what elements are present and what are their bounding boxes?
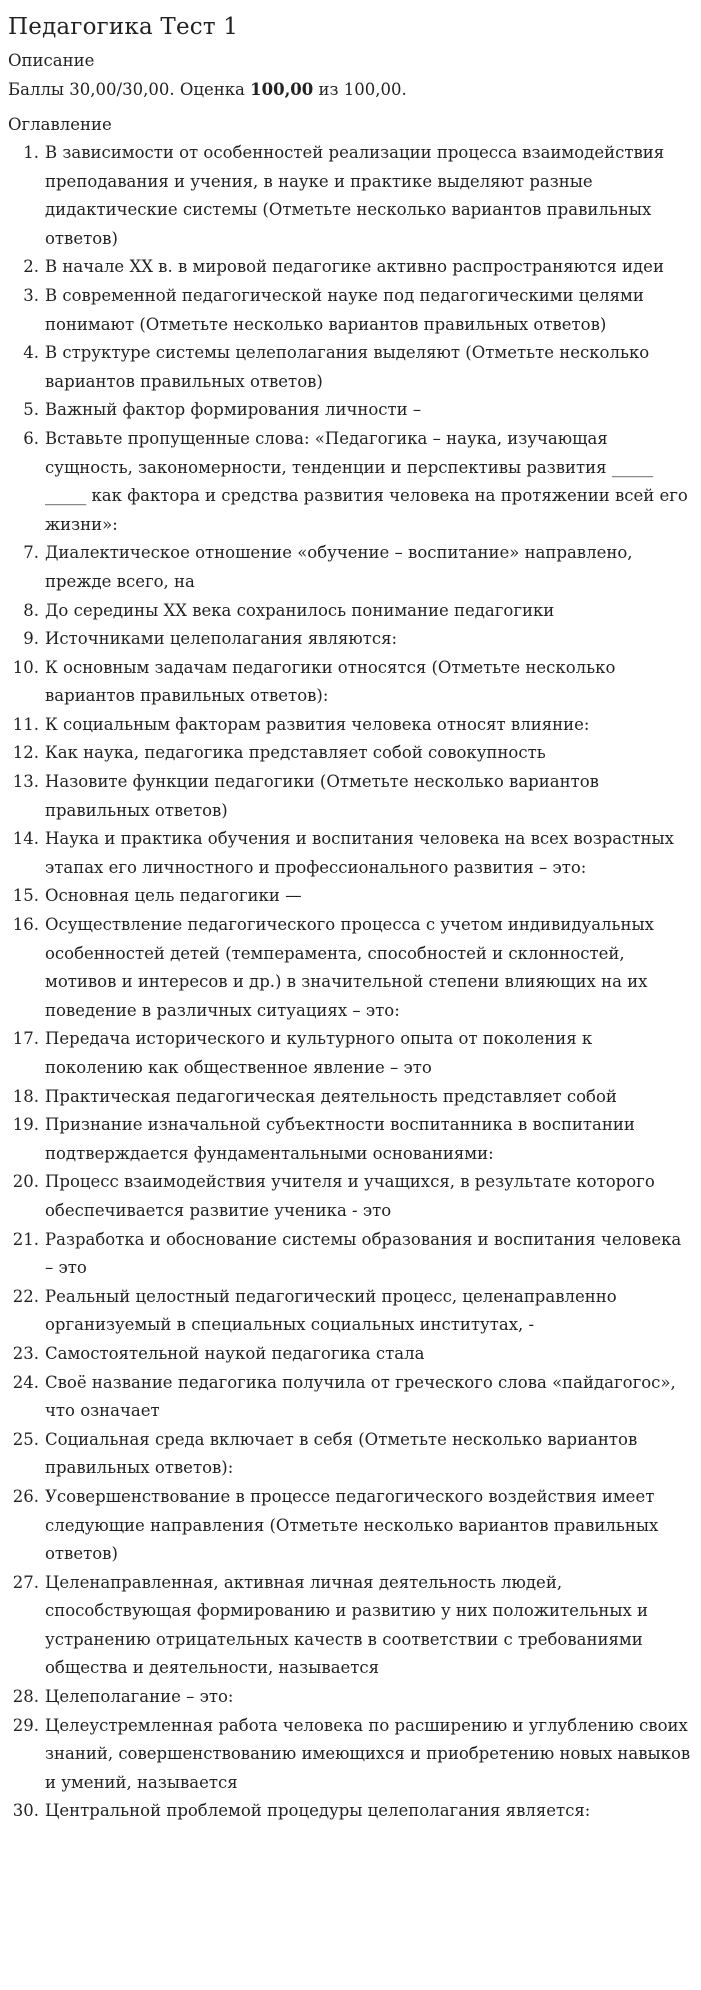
toc-item[interactable] xyxy=(8,1340,693,1369)
toc-item[interactable] xyxy=(8,1168,693,1225)
toc-item-label[interactable]: В структуре системы целеполагания выделяют (Отметьте несколько вариантов правильных ответов) xyxy=(45,343,650,391)
toc-item-number: 20. xyxy=(12,1172,39,1192)
toc-item[interactable] xyxy=(8,1569,693,1683)
toc-item-label[interactable]: Целеустремленная работа человека по расширению и углублению своих знаний, совершенствованию имеющихся и приобретению новых навыков и умений, называется xyxy=(45,1715,691,1792)
toc-item-number: 5. xyxy=(23,400,39,420)
toc-item[interactable] xyxy=(8,882,693,911)
toc-item[interactable] xyxy=(8,625,693,654)
toc-item-number: 4. xyxy=(23,343,39,363)
toc-item-label[interactable]: В начале XX в. в мировой педагогике активно распространяются идеи xyxy=(45,257,664,277)
toc-item-number: 22. xyxy=(12,1286,39,1306)
toc-item-label[interactable]: Самостоятельной наукой педагогика стала xyxy=(45,1343,425,1363)
toc-item-label[interactable]: Назовите функции педагогики (Отметьте несколько вариантов правильных ответов) xyxy=(45,772,599,820)
toc-item-number: 10. xyxy=(12,657,39,677)
toc-item[interactable] xyxy=(8,1111,693,1168)
toc-item[interactable] xyxy=(8,1025,693,1082)
toc-item-number: 30. xyxy=(12,1801,39,1821)
toc-item[interactable] xyxy=(8,825,693,882)
toc-item[interactable] xyxy=(8,768,693,825)
table-of-contents xyxy=(8,139,693,1826)
toc-item[interactable] xyxy=(8,1426,693,1483)
toc-item-number: 2. xyxy=(23,257,39,277)
toc-item-number: 3. xyxy=(23,285,39,305)
toc-item-number: 16. xyxy=(12,915,39,935)
toc-item-number: 29. xyxy=(12,1715,39,1735)
toc-item-label[interactable]: Центральной проблемой процедуры целеполагания является: xyxy=(45,1801,591,1821)
toc-item-number: 21. xyxy=(12,1229,39,1249)
toc-item-label[interactable]: Наука и практика обучения и воспитания человека на всех возрастных этапах его личностного и профессионального развития – это: xyxy=(45,829,674,877)
toc-item-label[interactable]: К социальным факторам развития человека относят влияние: xyxy=(45,714,590,734)
toc-item-label[interactable]: Целеполагание – это: xyxy=(45,1687,234,1707)
toc-item-label[interactable]: Осуществление педагогического процесса с учетом индивидуальных особенностей детей (темперамента, способностей и склонностей, мотивов и интересов и др.) в значительной степени влияющих на их поведение в различных ситуациях – это: xyxy=(45,915,654,1020)
toc-item[interactable] xyxy=(8,339,693,396)
toc-item-label[interactable]: До середины XX века сохранилось понимание педагогики xyxy=(45,600,555,620)
toc-item-number: 25. xyxy=(12,1429,39,1449)
toc-item-label[interactable]: Усовершенствование в процессе педагогического воздействия имеет следующие направления (Отметьте несколько вариантов правильных ответов) xyxy=(45,1486,659,1564)
toc-item-label[interactable]: Основная цель педагогики — xyxy=(45,886,302,906)
toc-item-label[interactable]: В зависимости от особенностей реализации процесса взаимодействия преподавания и учения, в науке и практике выделяют разные дидактические системы (Отметьте несколько вариантов правильных ответов) xyxy=(45,143,665,248)
toc-item-label[interactable]: Важный фактор формирования личности – xyxy=(45,400,422,420)
toc-item-label[interactable]: Социальная среда включает в себя (Отметьте несколько вариантов правильных ответов): xyxy=(45,1429,638,1478)
toc-item[interactable] xyxy=(8,253,693,282)
toc-item[interactable] xyxy=(8,1683,693,1712)
description-label: Описание xyxy=(8,51,95,70)
toc-item[interactable] xyxy=(8,597,693,626)
toc-item-label[interactable]: Источниками целеполагания являются: xyxy=(45,629,398,649)
score-suffix: из 100,00. xyxy=(313,80,407,99)
toc-item-number: 18. xyxy=(12,1086,39,1106)
toc-item-label[interactable]: Как наука, педагогика представляет собой совокупность xyxy=(45,743,546,763)
toc-item-number: 24. xyxy=(12,1372,39,1392)
toc-item-number: 23. xyxy=(12,1343,39,1363)
score-grade: 100,00 xyxy=(250,80,314,99)
toc-item[interactable] xyxy=(8,1712,693,1798)
toc-item[interactable] xyxy=(8,1226,693,1283)
toc-item-number: 13. xyxy=(12,772,39,792)
toc-item-number: 12. xyxy=(12,743,39,763)
toc-item[interactable] xyxy=(8,539,693,596)
toc-item-label[interactable]: Целенаправленная, активная личная деятельность людей, способствующая формированию и развитию у них положительных и устранению отрицательных качеств в соответствии с требованиями общества и деятельности, называется xyxy=(45,1572,649,1678)
toc-item-number: 17. xyxy=(12,1029,39,1049)
toc-item[interactable] xyxy=(8,1483,693,1569)
toc-item-label[interactable]: Своё название педагогика получила от греческого слова «пайдагогос», что означает xyxy=(45,1372,676,1421)
toc-item-label[interactable]: Диалектическое отношение «обучение – воспитание» направлено, прежде всего, на xyxy=(45,543,633,591)
toc-item[interactable] xyxy=(8,1797,693,1826)
toc-label: Оглавление xyxy=(8,115,112,134)
toc-item-label[interactable]: Передача исторического и культурного опыта от поколения к поколению как общественное явление – это xyxy=(45,1029,593,1077)
toc-item[interactable] xyxy=(8,711,693,740)
toc-item[interactable] xyxy=(8,425,693,539)
toc-item-number: 14. xyxy=(12,829,39,849)
toc-item-label[interactable]: Вставьте пропущенные слова: «Педагогика – наука, изучающая сущность, закономерности, тенденции и перспективы развития _____ _____ как фактора и средства развития человека на протяжении всей его жизни»: xyxy=(45,428,688,534)
toc-item-number: 11. xyxy=(12,714,39,734)
toc-item-number: 28. xyxy=(12,1687,39,1707)
toc-item[interactable] xyxy=(8,1083,693,1112)
toc-item[interactable] xyxy=(8,654,693,711)
toc-item-number: 7. xyxy=(23,543,39,563)
toc-item[interactable] xyxy=(8,911,693,1025)
toc-item-number: 27. xyxy=(12,1572,39,1592)
toc-item-label[interactable]: К основным задачам педагогики относятся (Отметьте несколько вариантов правильных ответов): xyxy=(45,657,616,706)
toc-item[interactable] xyxy=(8,1369,693,1426)
toc-item-number: 8. xyxy=(23,600,39,620)
toc-item[interactable] xyxy=(8,739,693,768)
toc-item-number: 9. xyxy=(23,629,39,649)
toc-item[interactable] xyxy=(8,282,693,339)
score-prefix: Баллы 30,00/30,00. Оценка xyxy=(8,80,251,99)
toc-item-number: 19. xyxy=(12,1115,39,1135)
toc-item-number: 1. xyxy=(23,143,39,162)
toc-item[interactable] xyxy=(8,139,693,253)
toc-item-label[interactable]: Реальный целостный педагогический процесс, целенаправленно организуемый в специальных социальных институтах, - xyxy=(45,1286,617,1335)
toc-item[interactable] xyxy=(8,396,693,425)
toc-item-number: 6. xyxy=(23,428,39,448)
toc-item-number: 15. xyxy=(12,886,39,906)
toc-item-label[interactable]: Признание изначальной субъектности воспитанника в воспитании подтверждается фундаментальными основаниями: xyxy=(45,1115,635,1163)
score-summary xyxy=(8,75,693,104)
toc-item-label[interactable]: Практическая педагогическая деятельность представляет собой xyxy=(45,1086,617,1106)
toc-item-label[interactable]: Процесс взаимодействия учителя и учащихся, в результате которого обеспечивается развитие ученика - это xyxy=(45,1172,655,1220)
toc-item[interactable] xyxy=(8,1283,693,1340)
toc-item-label[interactable]: В современной педагогической науке под педагогическими целями понимают (Отметьте несколько вариантов правильных ответов) xyxy=(45,285,644,334)
toc-item-number: 26. xyxy=(12,1486,39,1506)
page-title: Педагогика Тест 1 xyxy=(8,14,239,40)
toc-item-label[interactable]: Разработка и обоснование системы образования и воспитания человека – это xyxy=(45,1229,682,1278)
